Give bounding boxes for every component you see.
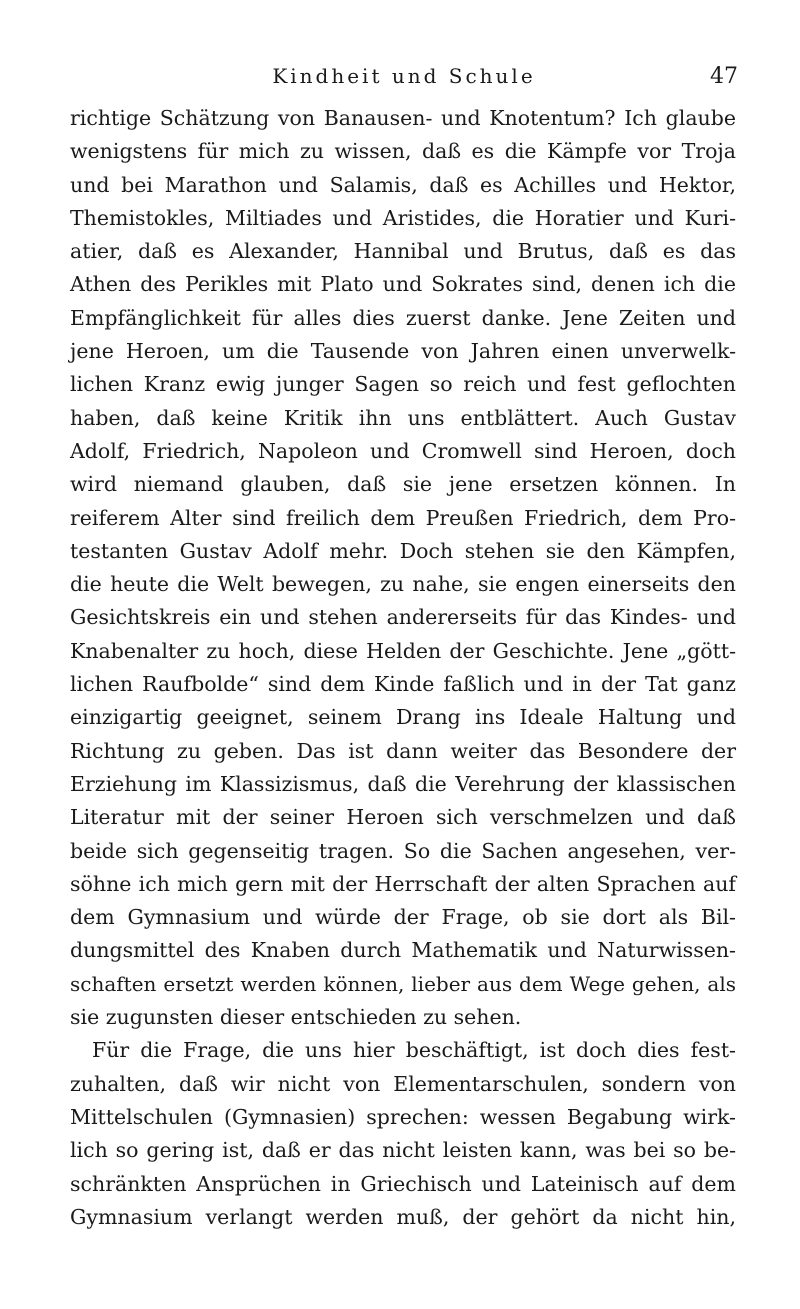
text-line: Empfänglichkeit für alles dies zuerst danke. Jene Zeiten und: [70, 305, 736, 330]
text-line: Literatur mit der seiner Heroen sich verschmelzen und daß: [70, 805, 736, 830]
text-line: lichen Kranz ewig junger Sagen so reich und fest geflochten: [70, 372, 736, 397]
text-line: Gesichtskreis ein und stehen andererseits für das Kindes- und: [70, 605, 736, 630]
body-text: [70, 102, 736, 1234]
text-line: dungsmittel des Knaben durch Mathematik und Naturwissen-: [70, 938, 736, 963]
paragraph-start-line: Für die Frage, die uns hier beschäftigt, ist doch dies fest-: [92, 1038, 736, 1063]
text-line: testanten Gustav Adolf mehr. Doch stehen sie den Kämpfen,: [70, 538, 736, 563]
text-line: zuhalten, daß wir nicht von Elementarschulen, sondern von: [70, 1071, 736, 1096]
paragraph-end-line: sie zugunsten dieser entschieden zu sehen.: [70, 1005, 522, 1030]
text-line: reiferem Alter sind freilich dem Preußen Friedrich, dem Pro-: [70, 505, 736, 530]
text-line: schränkten Ansprüchen in Griechisch und Lateinisch auf dem: [70, 1171, 736, 1196]
text-line: einzigartig geeignet, seinem Drang ins Ideale Haltung und: [70, 705, 736, 730]
text-line: Gymnasium verlangt werden muß, der gehört da nicht hin,: [70, 1204, 736, 1229]
text-line: Erziehung im Klassizismus, daß die Verehrung der klassischen: [70, 771, 736, 796]
text-line: lichen Raufbolde“ sind dem Kinde faßlich und in der Tat ganz: [70, 672, 736, 697]
text-line: richtige Schätzung von Banausen- und Knotentum? Ich glaube: [70, 106, 736, 130]
text-line: beide sich gegenseitig tragen. So die Sachen angesehen, ver-: [70, 838, 736, 863]
text-line: Knabenalter zu hoch, diese Helden der Geschichte. Jene „gött-: [70, 638, 736, 663]
text-line: lich so gering ist, daß er das nicht leisten kann, was bei so be-: [70, 1138, 736, 1163]
text-line: söhne ich mich gern mit der Herrschaft der alten Sprachen auf: [70, 871, 736, 896]
text-line: schaften ersetzt werden können, lieber aus dem Wege gehen, als: [70, 971, 736, 996]
text-line: Athen des Perikles mit Plato und Sokrates sind, denen ich die: [70, 272, 736, 297]
text-line: jene Heroen, um die Tausende von Jahren einen unverwelk-: [70, 339, 736, 364]
text-line: atier, daß es Alexander, Hannibal und Brutus, daß es das: [70, 239, 736, 264]
text-line: dem Gymnasium und würde der Frage, ob sie dort als Bil-: [70, 905, 736, 930]
running-head-title: Kindheit und Schule: [272, 64, 536, 88]
text-line: die heute die Welt bewegen, zu nahe, sie engen einerseits den: [70, 572, 736, 597]
text-line: Richtung zu geben. Das ist dann weiter das Besondere der: [70, 738, 736, 763]
text-line: haben, daß keine Kritik ihn uns entblättert. Auch Gustav: [70, 405, 736, 430]
text-line: wenigstens für mich zu wissen, daß es die Kämpfe vor Troja: [70, 139, 736, 164]
page-number: 47: [710, 64, 738, 89]
text-line: Adolf, Friedrich, Napoleon und Cromwell sind Heroen, doch: [70, 438, 736, 463]
text-line: Themistokles, Miltiades und Aristides, die Horatier und Kuri-: [70, 205, 736, 230]
text-line: wird niemand glauben, daß sie jene ersetzen können. In: [70, 472, 736, 497]
text-line: Mittelschulen (Gymnasien) sprechen: wessen Begabung wirk-: [70, 1104, 736, 1129]
running-head: [70, 64, 738, 94]
text-line: und bei Marathon und Salamis, daß es Achilles und Hektor,: [70, 172, 736, 197]
